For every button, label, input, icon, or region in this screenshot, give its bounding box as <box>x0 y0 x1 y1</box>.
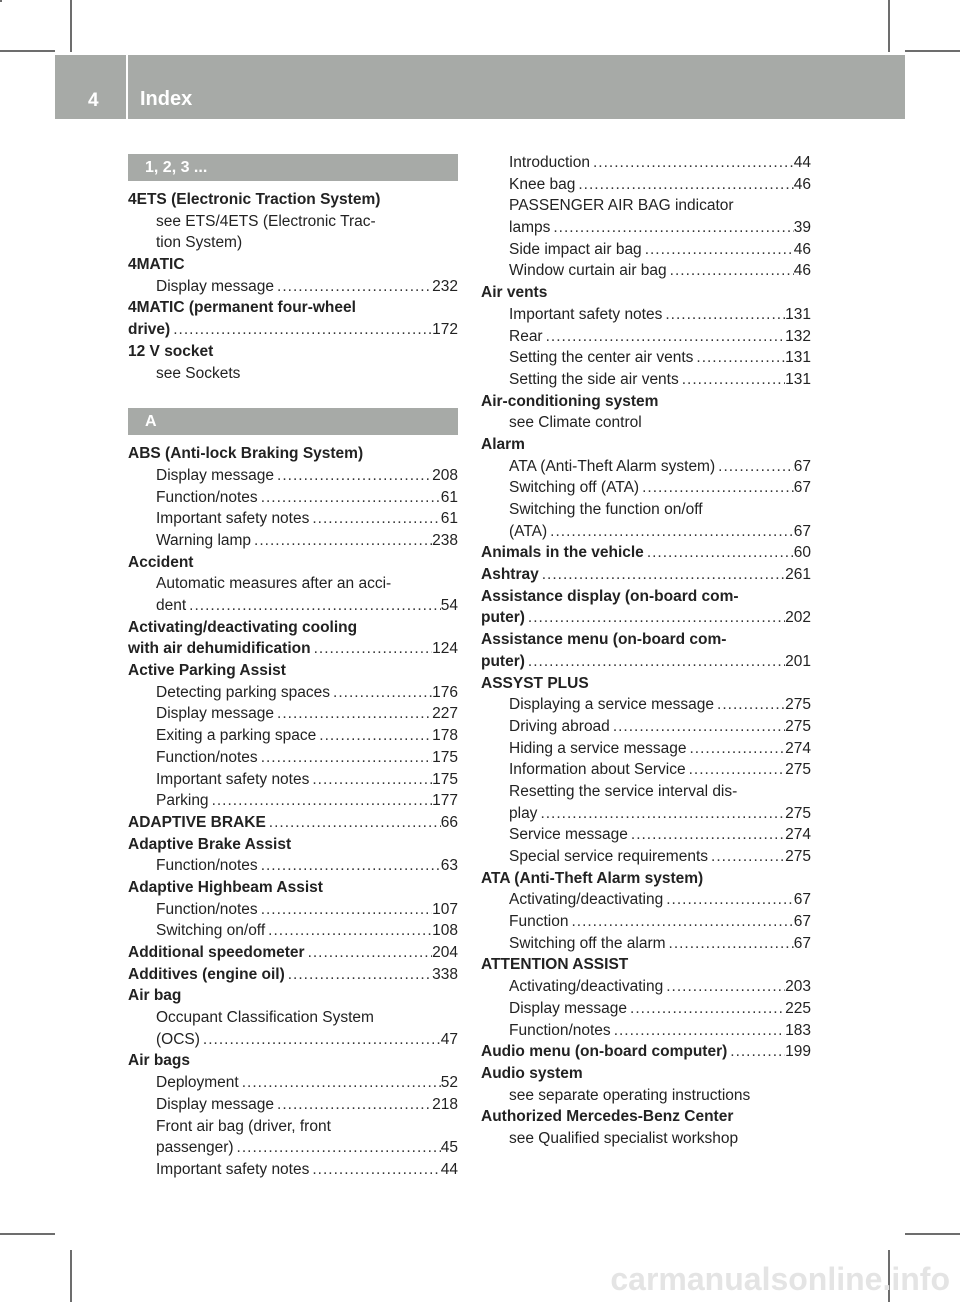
index-entry: ATTENTION ASSIST <box>481 956 629 974</box>
index-subentry[interactable]: (OCS) ..... 47 <box>128 1029 458 1051</box>
index-entry[interactable]: puter) ..... 202 <box>481 607 811 629</box>
index-subentry: Front air bag (driver, front <box>156 1117 331 1135</box>
index-column-left <box>128 154 458 1181</box>
index-subentry[interactable]: Function/notes ..... 61 <box>128 487 458 509</box>
index-entry[interactable]: Additives (engine oil) ..... 338 <box>128 964 458 986</box>
index-subentry: tion System) <box>156 234 243 252</box>
index-entry: Accident <box>128 553 194 571</box>
index-subentry: Automatic measures after an acci- <box>156 575 392 593</box>
index-subentry[interactable]: dent ..... 54 <box>128 595 458 617</box>
index-subentry: PASSENGER AIR BAG indicator <box>509 197 734 215</box>
index-subentry[interactable]: Deployment ..... 52 <box>128 1072 458 1094</box>
index-subentry[interactable]: Introduction ..... 44 <box>481 152 811 174</box>
index-subentry[interactable]: Warning lamp ..... 238 <box>128 530 458 552</box>
crop-mark <box>70 0 72 52</box>
crop-mark <box>905 50 960 52</box>
index-subentry[interactable]: Parking ..... 177 <box>128 790 458 812</box>
index-entry: 4ETS (Electronic Traction System) <box>128 191 381 208</box>
index-entry: ATA (Anti-Theft Alarm system) <box>481 869 704 887</box>
index-subentry[interactable]: Display message ..... 227 <box>128 703 458 725</box>
index-subentry[interactable]: Important safety notes ..... 175 <box>128 769 458 791</box>
index-subentry: see Climate control <box>509 414 642 432</box>
index-entry[interactable]: puter) ..... 201 <box>481 651 811 673</box>
index-subentry[interactable]: Function/notes ..... 63 <box>128 855 458 877</box>
index-entry[interactable]: with air dehumidification ..... 124 <box>128 638 458 660</box>
index-subentry[interactable]: Activating/deactivating ..... 203 <box>481 976 811 998</box>
index-entry: Air bag <box>128 987 182 1005</box>
index-entry: 12 V socket <box>128 342 214 360</box>
index-entry: Authorized Mercedes-Benz Center <box>481 1108 734 1126</box>
index-subentry: see Qualified specialist workshop <box>509 1129 739 1147</box>
index-subentry[interactable]: Side impact air bag ..... 46 <box>481 239 811 261</box>
index-subentry[interactable]: Function/notes ..... 175 <box>128 747 458 769</box>
index-subentry: see ETS/4ETS (Electronic Trac- <box>156 212 376 230</box>
index-subentry[interactable]: Function ..... 67 <box>481 911 811 933</box>
index-subentry[interactable]: Exiting a parking space ..... 178 <box>128 725 458 747</box>
crop-mark <box>0 0 2 2</box>
index-entry: ASSYST PLUS <box>481 674 589 692</box>
index-subentry[interactable]: Rear ..... 132 <box>481 326 811 348</box>
index-subentry[interactable]: Important safety notes ..... 131 <box>481 304 811 326</box>
index-subentry[interactable]: Activating/deactivating ..... 67 <box>481 889 811 911</box>
index-entry: Audio system <box>481 1064 583 1082</box>
index-entry: Assistance menu (on-board com- <box>481 631 727 649</box>
index-entry[interactable]: Audio menu (on-board computer) ..... 199 <box>481 1041 811 1063</box>
index-subentry: Resetting the service interval dis- <box>509 782 738 800</box>
index-subentry[interactable]: Display message ..... 225 <box>481 998 811 1020</box>
index-subentry[interactable]: Displaying a service message ..... 275 <box>481 694 811 716</box>
index-entry: 4MATIC (permanent four-wheel <box>128 299 356 317</box>
index-entry: Air vents <box>481 284 548 302</box>
watermark: carmanualsonline.info <box>610 1261 950 1297</box>
index-subentry[interactable]: Driving abroad ..... 275 <box>481 716 811 738</box>
index-entry: Assistance display (on-board com- <box>481 587 739 605</box>
index-subentry[interactable]: Function/notes ..... 107 <box>128 899 458 921</box>
index-subentry[interactable]: Switching on/off ..... 108 <box>128 920 458 942</box>
index-entry: Adaptive Highbeam Assist <box>128 878 323 896</box>
index-entry: Activating/deactivating cooling <box>128 618 358 636</box>
index-subentry[interactable]: Detecting parking spaces ..... 176 <box>128 682 458 704</box>
index-entry: Air-conditioning system <box>481 392 659 410</box>
index-subentry[interactable]: Special service requirements ..... 275 <box>481 846 811 868</box>
index-subentry[interactable]: Hiding a service message ..... 274 <box>481 738 811 760</box>
section-header: 1, 2, 3 ... <box>128 154 458 181</box>
index-entry[interactable]: Animals in the vehicle ..... 60 <box>481 542 811 564</box>
index-subentry[interactable]: Setting the side air vents ..... 131 <box>481 369 811 391</box>
index-entry: ABS (Anti-lock Braking System) <box>128 445 364 463</box>
index-subentry[interactable]: Display message ..... 218 <box>128 1094 458 1116</box>
index-subentry[interactable]: Knee bag ..... 46 <box>481 174 811 196</box>
index-subentry: see separate operating instructions <box>509 1086 751 1104</box>
index-entry[interactable]: drive) ..... 172 <box>128 319 458 341</box>
index-entry: 4MATIC <box>128 256 185 274</box>
index-subentry[interactable]: Function/notes ..... 183 <box>481 1020 811 1042</box>
crop-mark <box>0 1233 55 1235</box>
index-subentry: Switching the function on/off <box>509 501 703 518</box>
index-subentry[interactable]: Service message ..... 274 <box>481 824 811 846</box>
index-subentry[interactable]: passenger) ..... 45 <box>128 1137 458 1159</box>
index-subentry[interactable]: Information about Service ..... 275 <box>481 759 811 781</box>
index-entry: Alarm <box>481 435 525 453</box>
index-column-right <box>481 152 811 1150</box>
index-subentry[interactable]: Important safety notes ..... 61 <box>128 508 458 530</box>
index-subentry[interactable]: Switching off the alarm ..... 67 <box>481 933 811 955</box>
index-subentry[interactable]: Display message ..... 208 <box>128 465 458 487</box>
index-subentry[interactable]: Setting the center air vents ..... 131 <box>481 347 811 369</box>
index-entry[interactable]: Additional speedometer ..... 204 <box>128 942 458 964</box>
index-subentry[interactable]: Important safety notes ..... 44 <box>128 1159 458 1181</box>
crop-mark <box>905 1233 960 1235</box>
page-number: 4 <box>88 90 99 111</box>
section-header: A <box>128 408 458 435</box>
index-subentry[interactable]: Display message ..... 232 <box>128 276 458 298</box>
crop-mark <box>888 0 890 52</box>
index-entry: Air bags <box>128 1052 191 1070</box>
index-entry[interactable]: Ashtray ..... 261 <box>481 564 811 586</box>
index-entry[interactable]: ADAPTIVE BRAKE ..... 66 <box>128 812 458 834</box>
header-divider <box>126 55 128 119</box>
index-subentry: see Sockets <box>156 364 241 382</box>
index-subentry: Occupant Classification System <box>156 1009 374 1027</box>
index-entry: Active Parking Assist <box>128 662 286 680</box>
index-subentry[interactable]: Switching off (ATA) ..... 67 <box>481 477 811 499</box>
index-subentry[interactable]: (ATA) ..... 67 <box>481 521 811 543</box>
index-entry: Adaptive Brake Assist <box>128 835 292 853</box>
crop-mark <box>70 1250 72 1302</box>
index-subentry[interactable]: Window curtain air bag ..... 46 <box>481 260 811 282</box>
page-title: Index <box>140 88 193 110</box>
index-subentry[interactable]: play ..... 275 <box>481 803 811 825</box>
index-subentry[interactable]: lamps ..... 39 <box>481 217 811 239</box>
index-subentry[interactable]: ATA (Anti-Theft Alarm system) ..... 67 <box>481 456 811 478</box>
crop-mark <box>0 50 55 52</box>
